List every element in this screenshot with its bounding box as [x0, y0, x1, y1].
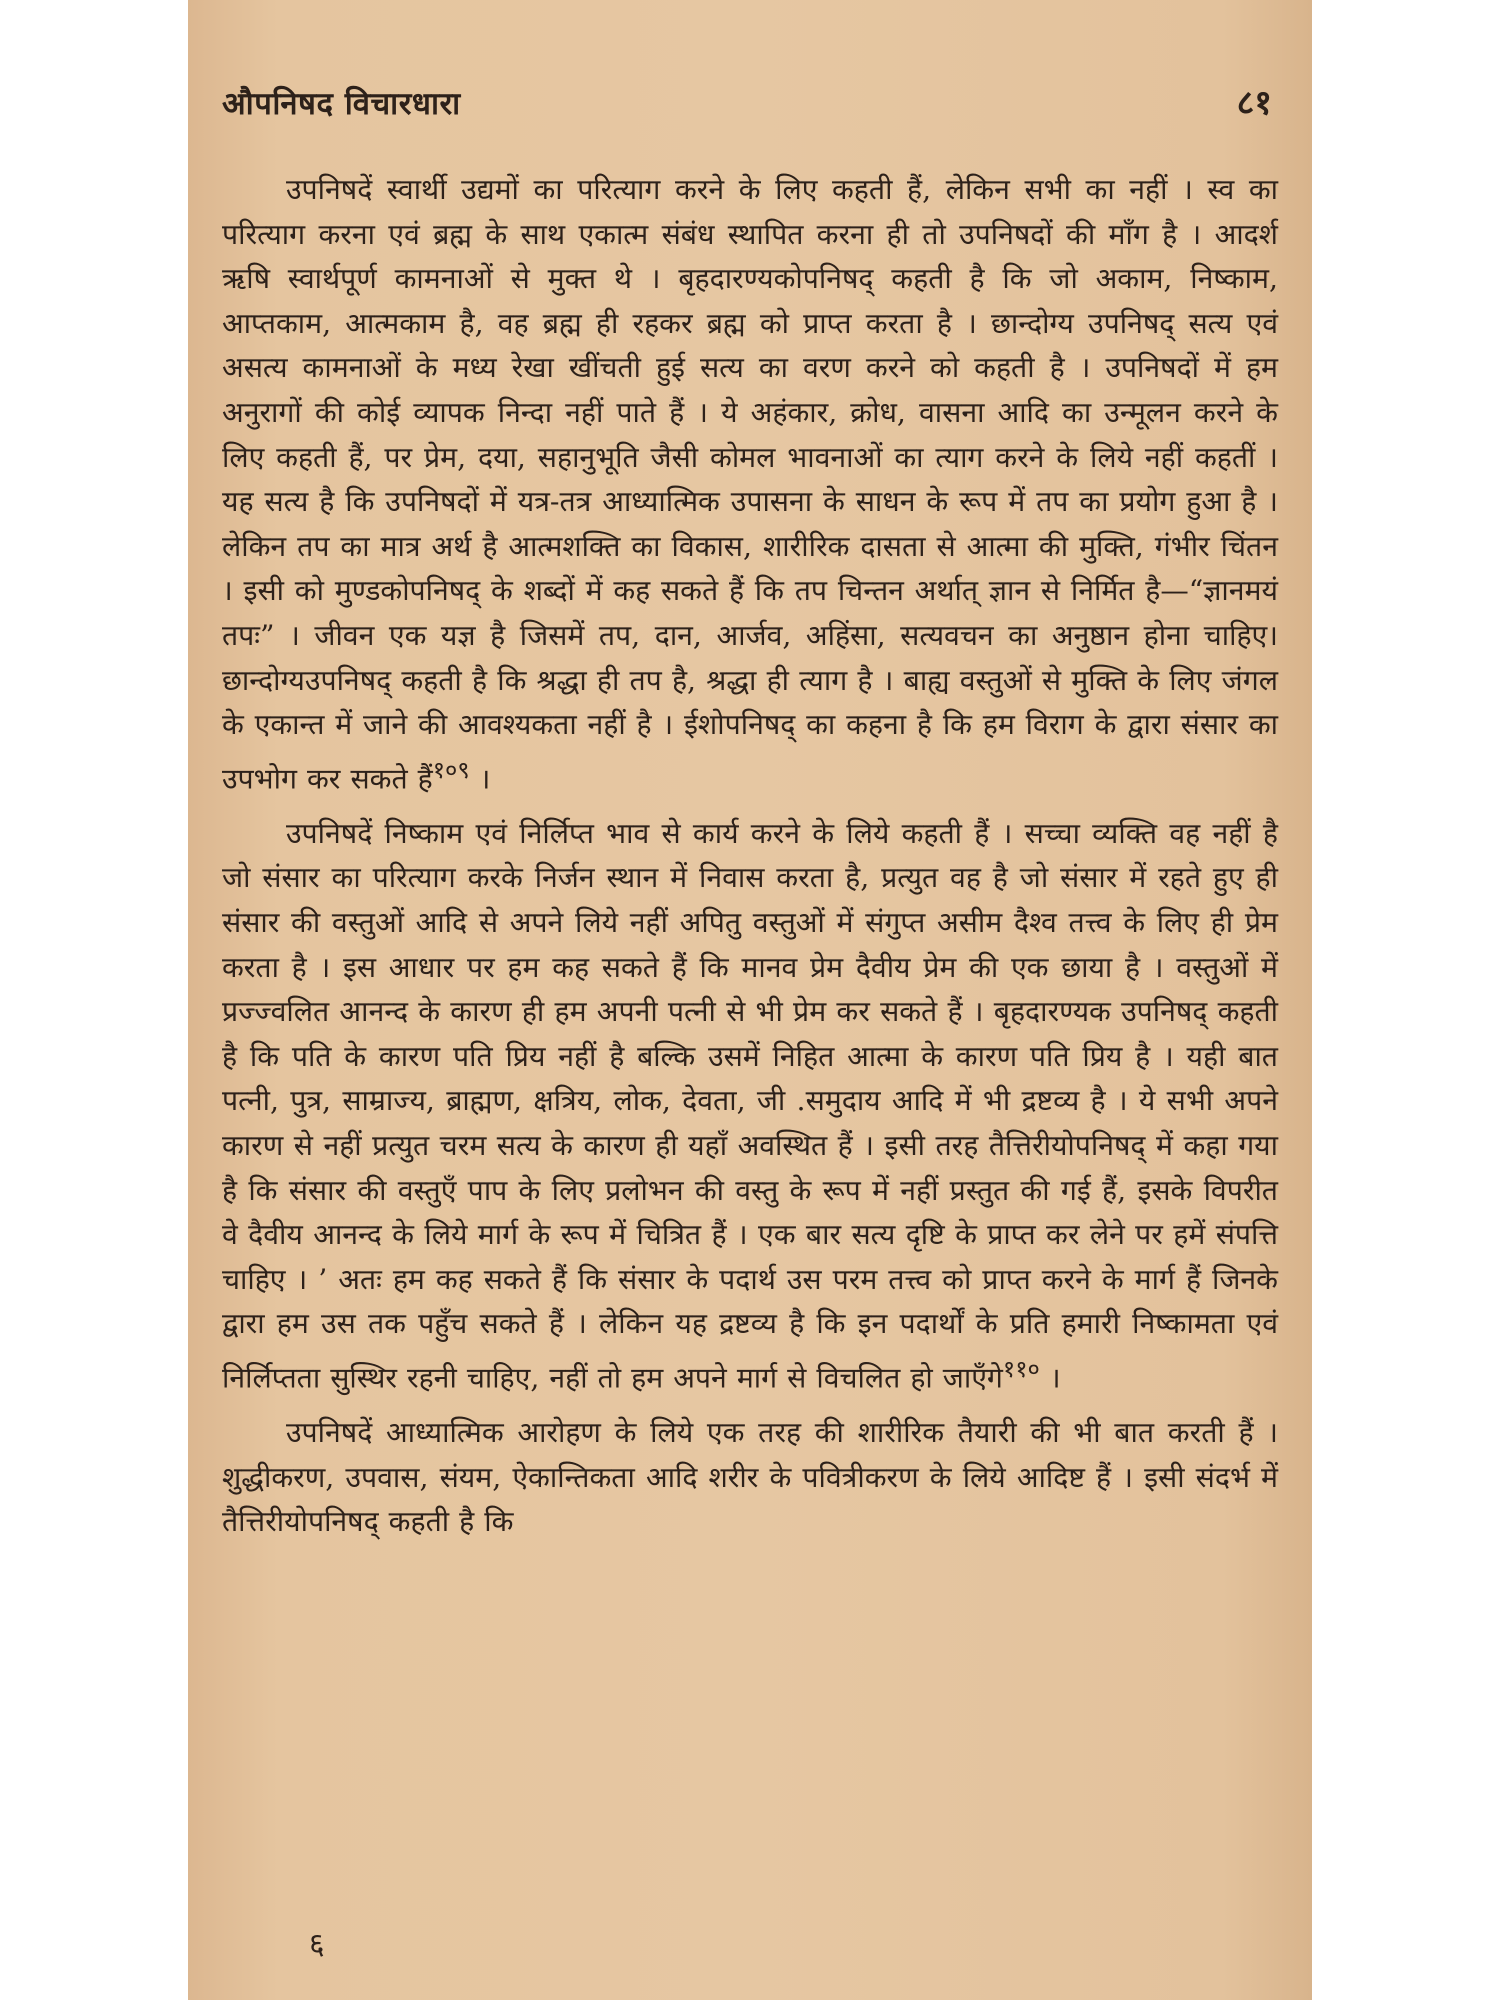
paragraph-1-text: उपनिषदें स्वार्थी उद्यमों का परित्याग करने के लिए कहती हैं, लेकिन सभी का नहीं । स्व का परित्याग करना एवं ब्रह्म के साथ एकात्म संबंध स्थापित करना ही तो उपनिषदों की माँग है । आदर्श ऋषि स्वार्थपूर्ण कामनाओं से मुक्त थे । बृहदारण्यकोपनिषद् कहती है कि जो अकाम, निष्काम, आप्तकाम, आत्मकाम है, वह ब्रह्म ही रहकर ब्रह्म को प्राप्त करता है । छान्दोग्य उपनिषद् सत्य एवं असत्य कामनाओं के मध्य रेखा खींचती हुई सत्य का वरण करने को कहती है । उपनिषदों में हम अनुरागों की कोई व्यापक निन्दा नहीं पाते हैं । ये अहंकार, क्रोध, वासना आदि का उन्मूलन करने के लिए कहती हैं, पर प्रेम, दया, सहानुभूति जैसी कोमल भावनाओं का त्याग करने के लिये नहीं कहतीं । यह सत्य है कि उपनिषदों में यत्र-तत्र आध्यात्मिक उपासना के साधन के रूप में तप का प्रयोग हुआ है । लेकिन तप का मात्र अर्थ है आत्मशक्ति का विकास, शारीरिक दासता से आत्मा की मुक्ति, गंभीर चिंतन । इसी को मुण्डकोपनिषद् के शब्दों में कह सकते हैं कि तप चिन्तन अर्थात् ज्ञान से निर्मित है—“ज्ञानमयं तपः” । जीवन एक यज्ञ है जिसमें तप, दान, आर्जव, अहिंसा, सत्यवचन का अनुष्ठान होना चाहिए। छान्दोग्यउपनिषद् कहती है कि श्रद्धा ही तप है, श्रद्धा ही त्याग है । बाह्य वस्तुओं से मुक्ति के लिए जंगल के एकान्त में जाने की आवश्यकता नहीं है । ईशोपनिषद् का कहना है कि हम विराग के द्वारा संसार का उपभोग कर सकते हैं — [222, 173, 1278, 796]
signature-mark: ६ — [309, 1927, 325, 1962]
paragraph-2-end: । — [1039, 1361, 1061, 1395]
body-text — [222, 168, 1278, 1545]
paragraph-2 — [222, 812, 1278, 1401]
paragraph-1-end: । — [469, 762, 491, 796]
paragraph-3 — [222, 1411, 1278, 1545]
footnote-ref-110: ११० — [1002, 1354, 1040, 1383]
paragraph-1 — [222, 168, 1278, 802]
running-title: औपनिषद विचारधारा — [222, 86, 461, 122]
paragraph-3-text: उपनिषदें आध्यात्मिक आरोहण के लिये एक तरह की शारीरिक तैयारी की भी बात करती हैं । शुद्धीकरण, उपवास, संयम, ऐकान्तिकता आदि शरीर के पवित्रीकरण के लिये आदिष्ट हैं । इसी संदर्भ में तैत्तिरीयोपनिषद् कहती है कि — [222, 1415, 1278, 1539]
book-page — [188, 0, 1312, 2000]
paragraph-2-text: उपनिषदें निष्काम एवं निर्लिप्त भाव से कार्य करने के लिये कहती हैं । सच्चा व्यक्ति वह नहीं है जो संसार का परित्याग करके निर्जन स्थान में निवास करता है, प्रत्युत वह है जो संसार में रहते हुए ही संसार की वस्तुओं आदि से अपने लिये नहीं अपितु वस्तुओं में संगुप्त असीम दैश्व तत्त्व के लिए ही प्रेम करता है । इस आधार पर हम कह सकते हैं कि मानव प्रेम दैवीय प्रेम की एक छाया है । वस्तुओं में प्रज्ज्वलित आनन्द के कारण ही हम अपनी पत्नी से भी प्रेम कर सकते हैं । बृहदारण्यक उपनिषद् कहती है कि पति के कारण पति प्रिय नहीं है बल्कि उसमें निहित आत्मा के कारण पति प्रिय है । यही बात पत्नी, पुत्र, साम्राज्य, ब्राह्मण, क्षत्रिय, लोक, देवता, जी .समुदाय आदि में भी द्रष्टव्य है । ये सभी अपने कारण से नहीं प्रत्युत चरम सत्य के कारण ही यहाँ अवस्थित हैं । इसी तरह तैत्तिरीयोपनिषद् में कहा गया है कि संसार की वस्तुएँ पाप के लिए प्रलोभन की वस्तु के रूप में नहीं प्रस्तुत की गई हैं, इसके विपरीत वे दैवीय आनन्द के लिये मार्ग के रूप में चित्रित हैं । एक बार सत्य दृष्टि के प्राप्त कर लेने पर हमें संपत्ति चाहिए । ’ अतः हम कह सकते हैं कि संसार के पदार्थ उस परम तत्त्व को प्राप्त करने के मार्ग हैं जिनके द्वारा हम उस तक पहुँच सकते हैं । लेकिन यह द्रष्टव्य है कि इन पदार्थों के प्रति हमारी निष्कामता एवं निर्लिप्तता सुस्थिर रहनी चाहिए, नहीं तो हम अपने मार्ग से विचलित हो जाएँगे — [222, 816, 1278, 1395]
running-head — [222, 78, 1278, 134]
footnote-ref-109: १०९ — [432, 755, 470, 784]
page-number: ८१ — [1236, 83, 1272, 123]
